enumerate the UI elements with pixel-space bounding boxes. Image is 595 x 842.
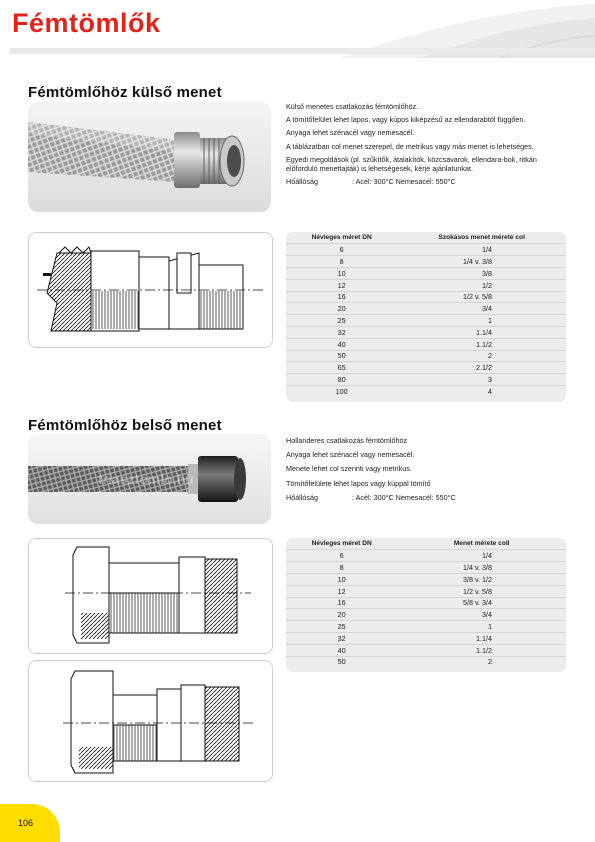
table-header-thread-size: Menet mérete coll: [453, 540, 510, 547]
table-row: [286, 621, 566, 633]
description-paragraph: Hollanderes csatlakozás fémtömlőhöz: [286, 436, 408, 445]
external-thread-hose-photo: [28, 102, 271, 212]
table-row: [286, 256, 566, 268]
description-paragraph: Menete lehet col szerinti vagy metrikus.: [286, 464, 412, 474]
thread-size-cell: 1/4 v. 3/8: [397, 562, 566, 574]
table-row: [286, 385, 566, 396]
table-header-nominal-size: Névleges méret DN: [311, 234, 372, 241]
thread-size-cell: 1.1/4: [397, 632, 566, 644]
section-title-external-thread: Fémtömlőhöz külső menet: [28, 84, 222, 101]
external-thread-diagram: [28, 232, 273, 348]
table-row: [286, 374, 566, 386]
nominal-size-cell: 32: [286, 326, 397, 338]
table-header-nominal-size: Névleges méret DN: [311, 540, 372, 547]
table-row: [286, 597, 566, 609]
nominal-size-cell: 6: [286, 550, 397, 562]
page-title: Fémtömlők: [12, 8, 161, 38]
table-row: [286, 609, 566, 621]
table-row: [286, 362, 566, 374]
nominal-size-cell: 50: [286, 656, 397, 667]
heat-resistance-value: : Acél: 300°C Nemesacél: 550°C: [352, 177, 456, 187]
table-row: [286, 562, 566, 574]
nominal-size-cell: 80: [286, 374, 397, 386]
thread-size-cell: 1/4: [397, 550, 566, 562]
table-row: [286, 244, 566, 256]
heat-resistance-row: [286, 493, 566, 502]
thread-size-cell: 1: [397, 621, 566, 633]
internal-thread-size-table: [286, 538, 566, 672]
table-row: [286, 350, 566, 362]
thread-size-cell: 2: [397, 350, 566, 362]
description-paragraph: Egyedi megoldások (pl. szűkítők, átalakítók, közcsavarok, ellendara-bok, ritkán előforduló menettajták) is lehetségesek, kérje ajánlatunkat.: [286, 154, 537, 174]
description-paragraph: Külső menetes csatlakozás fémtömlőhöz.: [286, 102, 419, 111]
thread-size-cell: 2.1/2: [397, 362, 566, 374]
table-row: [286, 291, 566, 303]
nominal-size-cell: 16: [286, 597, 397, 609]
section-title-internal-thread: Fémtömlőhöz belső menet: [28, 417, 222, 434]
thread-size-cell: 1/2: [397, 279, 566, 291]
nominal-size-cell: 8: [286, 256, 397, 268]
table-row: [286, 326, 566, 338]
description-paragraph: Anyaga lehet szénacél vagy nemesacél.: [286, 450, 415, 460]
thread-size-cell: 3/8 v. 1/2: [397, 574, 566, 586]
thread-size-cell: 3/8: [397, 268, 566, 280]
thread-size-cell: 1.1/4: [397, 326, 566, 338]
thread-size-cell: 4: [397, 385, 566, 396]
photo-watermark: triasztomlo.hu: [98, 471, 194, 487]
thread-size-cell: 1.1/2: [397, 644, 566, 656]
nominal-size-cell: 16: [286, 291, 397, 303]
thread-size-cell: 3/4: [397, 303, 566, 315]
internal-thread-diagram-flat-seal: [28, 538, 273, 654]
table-row: [286, 550, 566, 562]
page-number: 106: [18, 818, 34, 828]
table-header-thread-size: Szokásos menet mérete col: [438, 234, 525, 241]
heat-resistance-value: : Acél: 300°C Nemesacél: 550°C: [352, 492, 456, 502]
table-row: [286, 632, 566, 644]
table-row: [286, 338, 566, 350]
table-row: [286, 315, 566, 327]
description-paragraph: Anyaga lehet szénacél vagy nemesacél.: [286, 128, 415, 138]
table-row: [286, 574, 566, 586]
nominal-size-cell: 10: [286, 574, 397, 586]
thread-size-cell: 1: [397, 315, 566, 327]
table-row: [286, 303, 566, 315]
description-paragraph: A tömítőfelület lehet lapos, vagy kúpos kiképzésű az ellendarabtól függően.: [286, 115, 526, 125]
external-thread-description: [286, 102, 566, 186]
heat-resistance-label: Hőállóság: [286, 492, 318, 502]
nominal-size-cell: 25: [286, 315, 397, 327]
nominal-size-cell: 12: [286, 279, 397, 291]
nominal-size-cell: 100: [286, 385, 397, 396]
external-thread-size-table: [286, 232, 566, 402]
thread-size-cell: 1/2 v. 5/8: [397, 585, 566, 597]
thread-size-cell: 1/2 v. 5/8: [397, 291, 566, 303]
nominal-size-cell: 32: [286, 632, 397, 644]
table-row: [286, 585, 566, 597]
thread-size-cell: 3: [397, 374, 566, 386]
nominal-size-cell: 50: [286, 350, 397, 362]
thread-size-cell: 5/8 v. 3/4: [397, 597, 566, 609]
nominal-size-cell: 25: [286, 621, 397, 633]
description-paragraph: Tömítőfelülete lehet lapos vagy kúppal tömítő: [286, 478, 431, 488]
heat-resistance-row: [286, 177, 566, 186]
thread-size-cell: 3/4: [397, 609, 566, 621]
table-row: [286, 268, 566, 280]
internal-thread-hose-photo: [28, 434, 271, 524]
thread-size-cell: 1/4: [397, 244, 566, 256]
heat-resistance-label: Hőállóság: [286, 177, 318, 187]
table-row: [286, 279, 566, 291]
thread-size-cell: 1.1/2: [397, 338, 566, 350]
internal-thread-description: [286, 436, 566, 502]
thread-size-cell: 1/4 v. 3/8: [397, 256, 566, 268]
nominal-size-cell: 65: [286, 362, 397, 374]
nominal-size-cell: 40: [286, 338, 397, 350]
internal-thread-diagram-cone-seal: [28, 660, 273, 782]
nominal-size-cell: 12: [286, 585, 397, 597]
nominal-size-cell: 10: [286, 268, 397, 280]
nominal-size-cell: 6: [286, 244, 397, 256]
nominal-size-cell: 20: [286, 303, 397, 315]
thread-size-cell: 2: [397, 656, 566, 667]
nominal-size-cell: 40: [286, 644, 397, 656]
header-rule: [10, 48, 595, 54]
table-row: [286, 656, 566, 667]
nominal-size-cell: 20: [286, 609, 397, 621]
description-paragraph: A táblázatban col menet szerepel, de metrikus vagy más menet is lehetséges.: [286, 141, 534, 151]
nominal-size-cell: 8: [286, 562, 397, 574]
table-row: [286, 644, 566, 656]
